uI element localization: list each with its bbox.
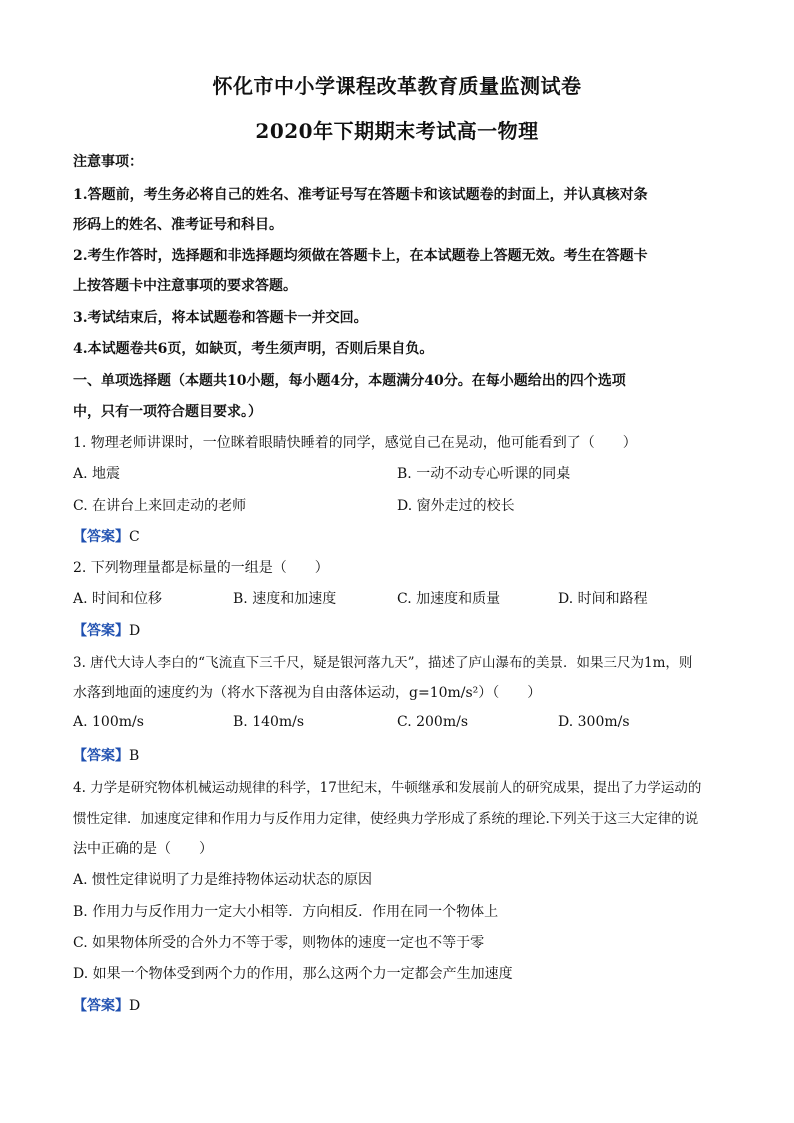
answer-value: B [129, 748, 140, 764]
answer-label: 【答案】 [73, 998, 129, 1014]
answer-label: 【答案】 [73, 623, 129, 639]
q3-option-d: D. 300m/s [558, 714, 630, 730]
exam-subtitle: 2020年下期期末考试高一物理 [255, 119, 539, 143]
section-heading-b: 中，只有一项符合题目要求。） [73, 404, 262, 420]
note-4: 4.本试题卷共6页，如缺页，考生须声明，否则后果自负。 [73, 341, 434, 357]
q2-option-d: D. 时间和路程 [558, 591, 648, 607]
answer-value: D [129, 623, 141, 639]
question-1-stem: 1. 物理老师讲课时，一位眯着眼睛快睡着的同学，感觉自己在晃动，他可能看到了（ ） [73, 435, 637, 451]
note-1b: 形码上的姓名、准考证号和科目。 [73, 217, 283, 233]
question-4-stem-3: 法中正确的是（ ） [73, 841, 213, 857]
q1-option-b: B. 一动不动专心听课的同桌 [397, 466, 571, 482]
question-4-stem-1: 4. 力学是研究物体机械运动规律的科学，17世纪末，牛顿继承和发展前人的研究成果，提出了力学运动的 [73, 780, 702, 796]
notes-heading: 注意事项： [73, 154, 143, 170]
q2-option-c: C. 加速度和质量 [397, 591, 501, 607]
q1-option-c: C. 在讲台上来回走动的老师 [73, 498, 247, 514]
question-2-stem: 2. 下列物理量都是标量的一组是（ ） [73, 560, 329, 576]
q1-answer [73, 526, 140, 546]
q4-option-b: B. 作用力与反作用力一定大小相等．方向相反．作用在同一个物体上 [73, 904, 499, 920]
q4-option-c: C. 如果物体所受的合外力不等于零，则物体的速度一定也不等于零 [73, 935, 485, 951]
q3-option-a: A. 100m/s [73, 714, 144, 730]
answer-value: D [129, 998, 141, 1014]
note-2a: 2.考生作答时，选择题和非选择题均须做在答题卡上，在本试题卷上答题无效。考生在答题卡 [73, 248, 648, 264]
q4-option-a: A. 惯性定律说明了力是维持物体运动状态的原因 [73, 872, 373, 888]
q3-option-b: B. 140m/s [233, 714, 305, 730]
q2-option-a: A. 时间和位移 [73, 591, 163, 607]
q1-option-a: A. 地震 [73, 466, 121, 482]
question-4-stem-2: 惯性定律．加速度定律和作用力与反作用力定律，使经典力学形成了系统的理论.下列关于这三大定律的说 [73, 811, 699, 827]
q2-answer [73, 620, 140, 640]
answer-label: 【答案】 [73, 748, 129, 764]
question-3-stem-2: 水落到地面的速度约为（将水下落视为自由落体运动，g=10m/s²）（ ） [73, 685, 542, 701]
note-3: 3.考试结束后，将本试题卷和答题卡一并交回。 [73, 310, 368, 326]
q4-option-d: D. 如果一个物体受到两个力的作用，那么这两个力一定都会产生加速度 [73, 966, 513, 982]
section-heading-a: 一、单项选择题（本题共10小题，每小题4分，本题满分40分。在每小题给出的四个选项 [73, 373, 626, 389]
q3-answer [73, 745, 139, 765]
q1-option-d: D. 窗外走过的校长 [397, 498, 515, 514]
answer-label: 【答案】 [73, 529, 129, 545]
note-2b: 上按答题卡中注意事项的要求答题。 [73, 278, 297, 294]
q2-option-b: B. 速度和加速度 [233, 591, 337, 607]
q3-option-c: C. 200m/s [397, 714, 469, 730]
note-1a: 1.答题前，考生务必将自己的姓名、准考证号写在答题卡和该试题卷的封面上，并认真核对条 [73, 187, 648, 203]
exam-title: 怀化市中小学课程改革教育质量监测试卷 [212, 74, 582, 98]
q4-answer [73, 995, 140, 1015]
question-3-stem-1: 3. 唐代大诗人李白的“飞流直下三千尺，疑是银河落九天”，描述了庐山瀑布的美景．如果三尺为1m，则 [73, 655, 693, 671]
answer-value: C [129, 529, 140, 545]
